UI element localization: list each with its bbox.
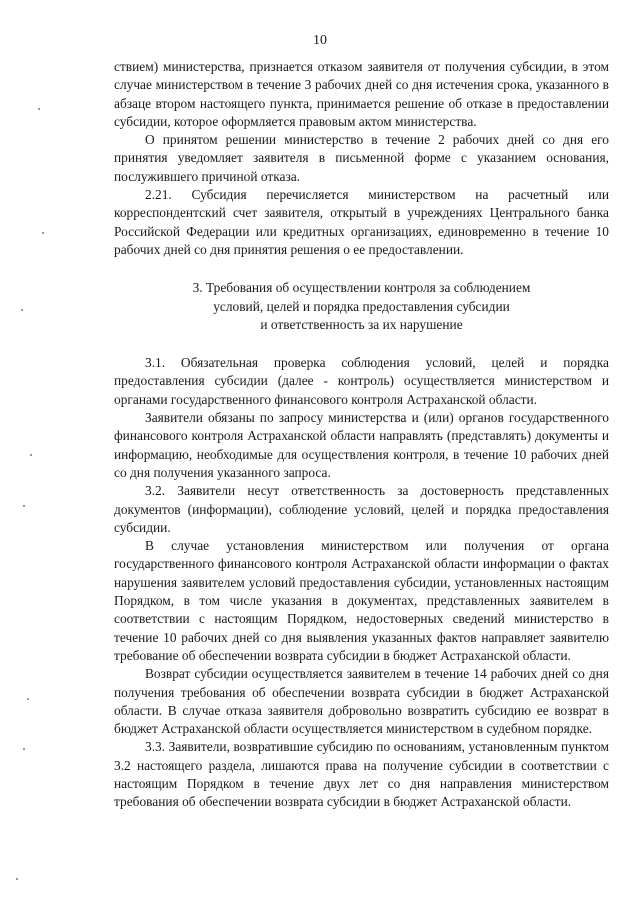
document-body [114, 58, 609, 812]
paragraph: В случае установления министерством или получения от органа государственного финансового контроля Астраханской области информации о фактах нарушения заявителем условий предоставления субсидии, установленных настоящим Порядком, в том числе указания в документах, представленных заявителем в соответствии с настоящим Порядком, недостоверных сведений министерство в течение 10 рабочих дней со дня выявления указанных фактов направляет заявителю требование об обеспечении возврата субсидии в бюджет Астраханской области. [114, 538, 609, 663]
scan-speck [38, 108, 40, 110]
paragraph: О принятом решении министерство в течение 2 рабочих дней со дня его принятия уведомляет заявителя в письменной форме с указанием основания, послужившего причиной отказа. [114, 132, 609, 184]
paragraph: 2.21. Субсидия перечисляется министерством на расчетный или корреспондентский счет заявителя, открытый в учреждениях Центрального банка Российской Федерации или кредитных организациях, единовременно в течение 10 рабочих дней со дня принятия решения о ее предоставлении. [114, 187, 609, 257]
scan-speck [16, 878, 18, 880]
scan-speck [23, 505, 25, 507]
scan-speck [30, 454, 32, 456]
paragraph: Заявители обязаны по запросу министерства и (или) органов государственного финансового контроля Астраханской области направлять (представлять) документы и информацию, необходимые для осуществления контроля, в течение 10 рабочих дней со дня получения указанного запроса. [114, 410, 609, 480]
section-heading-line: условий, целей и порядка предоставления субсидии [213, 298, 510, 314]
scan-speck [21, 309, 23, 311]
paragraph: 3.3. Заявители, возвратившие субсидию по основаниям, установленным пунктом 3.2 настоящего раздела, лишаются права на получение субсидии в соответствии с настоящим Порядком в течение двух лет со дня направления министерством требования об обеспечении возврата субсидии в бюджет Астраханской области. [114, 739, 609, 810]
scan-speck [42, 232, 44, 234]
page-number: 10 [313, 33, 327, 48]
paragraph: 3.1. Обязательная проверка соблюдения условий, целей и порядка предоставления субсидии (далее - контроль) осуществляется министерством и органами государственного финансового контроля Астраханской области. [114, 355, 609, 407]
section-heading [114, 279, 609, 334]
paragraph: 3.2. Заявители несут ответственность за достоверность представленных документов (информации), соблюдение условий, целей и порядка предоставления субсидии. [114, 483, 609, 535]
paragraph: ствием) министерства, признается отказом заявителя от получения субсидии, в этом случае министерством в течение 3 рабочих дней со дня истечения срока, указанного в абзаце втором настоящего пункта, принимается решение об отказе в предоставлении субсидии, которое оформляется правовым актом министерства. [114, 59, 609, 129]
section-heading-line: 3. Требования об осуществлении контроля за соблюдением [192, 280, 531, 296]
paragraph: Возврат субсидии осуществляется заявителем в течение 14 рабочих дней со дня получения требования об обеспечении возврата субсидии в бюджет Астраханской области. В случае отказа заявителя добровольно возвратить субсидию ее возврат в бюджет Астраханской области осуществляется министерством в судебном порядке. [114, 666, 609, 737]
section-heading-line: и ответственность за их нарушение [260, 316, 463, 332]
scan-speck [27, 698, 29, 700]
scan-speck [23, 748, 25, 750]
